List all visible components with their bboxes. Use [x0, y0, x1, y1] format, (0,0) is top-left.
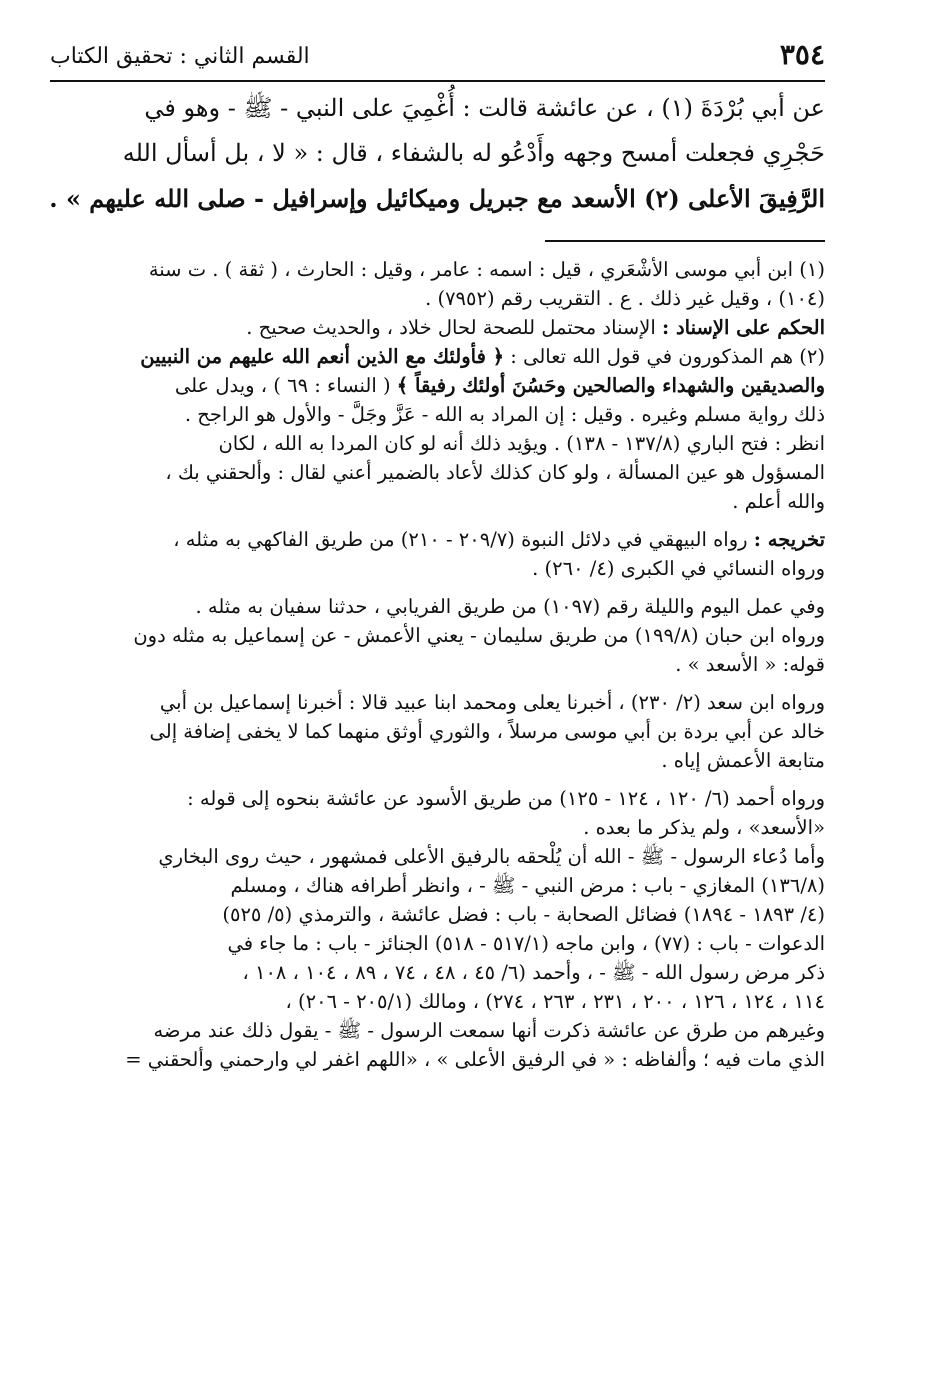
verse-reference: ( النساء : ٦٩ ) ، ويدل على [174, 374, 397, 397]
isnad-ruling-label: الحكم على الإسناد : [662, 316, 825, 339]
takhrij-line: ورواه أحمد (٦/ ١٢٠ ، ١٢٤ - ١٢٥) من طريق الأسود عن عائشة بنحوه إلى قوله : [187, 787, 825, 810]
takhrij-line: وفي عمل اليوم والليلة رقم (١٠٩٧) من طريق الفريابي ، حدثنا سفيان به مثله . [195, 595, 825, 618]
quran-verse: ﴿ فأولئك مع الذين أنعم الله عليهم من النبيين [140, 345, 505, 368]
takhrij-line: «الأسعد» ، ولم يذكر ما بعده . [583, 816, 825, 839]
footnote-divider [545, 240, 825, 242]
main-text-line: عن أبي بُرْدَةَ (١) ، عن عائشة قالت : أُغْمِيَ على النبي - ﷺ - وهو في [144, 94, 825, 122]
footnote-2-line: والله أعلم . [732, 490, 825, 513]
takhrij-line: قوله: « الأسعد » . [675, 653, 825, 676]
main-text [49, 86, 825, 221]
main-text-line: الرَّفِيقَ الأعلى (٢) الأسعد مع جبريل وميكائيل وإسرافيل - صلى الله عليهم » . [49, 184, 825, 213]
takhrij-line: وأما دُعاء الرسول - ﷺ - الله أن يُلْحقه بالرفيق الأعلى فمشهور ، حيث روى البخاري [158, 845, 825, 868]
footnote-1-line: (١) ابن أبي موسى الأشْعَري ، قيل : اسمه : عامر ، وقيل : الحارث ، ( ثقة ) . ت سنة [148, 258, 825, 281]
page-number: ٣٥٤ [779, 38, 825, 71]
takhrij-line: ١١٤ ، ١٢٤ ، ١٢٦ ، ٢٠٠ ، ٢٣١ ، ٢٦٣ ، ٢٧٤) ، ومالك (٢٠٥/١ - ٢٠٦) ، [285, 990, 825, 1013]
takhrij-line: ورواه ابن سعد (٢/ ٢٣٠) ، أخبرنا يعلى ومحمد ابنا عبيد قالا : أخبرنا إسماعيل بن أبي [159, 691, 825, 714]
page-header [50, 38, 825, 82]
footnote-1-line [110, 313, 825, 342]
footnote-2-intro: (٢) هم المذكورون في قول الله تعالى : [504, 345, 825, 368]
takhrij-line: الذي مات فيه ؛ وألفاظه : « في الرفيق الأعلى » ، «اللهم اغفر لي وارحمني وألحقني = [125, 1048, 825, 1071]
footnote-2-line: انظر : فتح الباري (١٣٧/٨ - ١٣٨) . ويؤيد ذلك أنه لو كان المردا به الله ، لكان [218, 432, 825, 455]
footnote-2-line: المسؤول هو عين المسألة ، ولو كان كذلك لأعاد بالضمير أعني لقال : وألحقني بك ، [165, 461, 825, 484]
footnote-2-line [110, 371, 825, 400]
footnote-1-line: (١٠٤) ، وقيل غير ذلك . ع . التقريب رقم (٧٩٥٢) . [425, 287, 825, 310]
footnotes [110, 255, 825, 1074]
main-text-line: حَجْرِي فجعلت أمسح وجهه وأَدْعُو له بالشفاء ، قال : « لا ، بل أسأل الله [122, 139, 825, 167]
takhrij-line: الدعوات - باب : (٧٧) ، وابن ماجه (٥١٧/١ - ٥١٨) الجنائز - باب : ما جاء في [227, 932, 825, 955]
quran-verse: والصديقين والشهداء والصالحين وحَسُنَ أولئك رفيقاً ﴾ [396, 374, 825, 397]
takhrij-line: متابعة الأعمش إياه . [661, 749, 825, 772]
footnote-2-line: ذلك رواية مسلم وغيره . وقيل : إن المراد به الله - عَزَّ وجَلَّ - والأول هو الراجح . [184, 403, 825, 426]
takhrij-line: ذكر مرض رسول الله - ﷺ - ، وأحمد (٦/ ٤٥ ، ٤٨ ، ٧٤ ، ٨٩ ، ١٠٤ ، ١٠٨ ، [242, 961, 825, 984]
takhrij-label: تخريجه : [753, 528, 825, 551]
isnad-ruling-text: الإسناد محتمل للصحة لحال خلاد ، والحديث صحيح . [246, 316, 662, 339]
takhrij-line: خالد عن أبي بردة بن أبي موسى مرسلاً ، والثوري أوثق منهما كما لا يخفى إضافة إلى [149, 720, 825, 743]
takhrij-line: وغيرهم من طرق عن عائشة ذكرت أنها سمعت الرسول - ﷺ - يقول ذلك عند مرضه [153, 1019, 825, 1042]
takhrij-text: رواه البيهقي في دلائل النبوة (٢٠٩/٧ - ٢١٠) من طريق الفاكهي به مثله ، [173, 528, 754, 551]
takhrij-line: ورواه ابن حبان (١٩٩/٨) من طريق سليمان - يعني الأعمش - عن إسماعيل به مثله دون [133, 624, 825, 647]
takhrij-line: (٤/ ١٨٩٣ - ١٨٩٤) فضائل الصحابة - باب : فضل عائشة ، والترمذي (٥/ ٥٢٥) [222, 903, 825, 926]
takhrij-line [110, 525, 825, 554]
takhrij-line: ورواه النسائي في الكبرى (٤/ ٢٦٠) . [532, 557, 825, 580]
footnote-2-line [110, 342, 825, 371]
running-title: القسم الثاني : تحقيق الكتاب [50, 44, 310, 69]
takhrij-line: (١٣٦/٨) المغازي - باب : مرض النبي - ﷺ - ، وانظر أطرافه هناك ، ومسلم [230, 874, 825, 897]
